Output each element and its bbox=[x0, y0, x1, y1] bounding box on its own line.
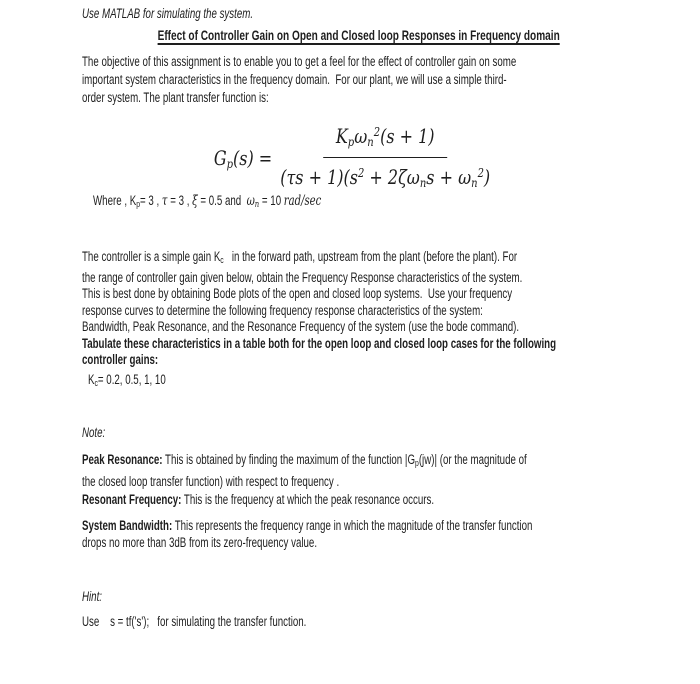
superscript: 2 bbox=[477, 165, 484, 180]
text-segment: (τs + 1)(s bbox=[280, 165, 358, 189]
text-line: drops no more than 3dB from its zero-frequency value. bbox=[82, 534, 318, 550]
intro-text: Use MATLAB for simulating the system. bbox=[82, 6, 254, 21]
text-segment: s + ω bbox=[426, 165, 472, 189]
text-line bbox=[82, 451, 527, 473]
math-symbol: ξ bbox=[192, 193, 198, 209]
text-line: This is best done by obtaining Bode plots of the open and closed loop systems. Use your frequency bbox=[82, 286, 513, 301]
formula-fraction bbox=[280, 120, 490, 196]
text-line: Bandwidth, Peak Resonance, and the Resonance Frequency of the system (use the bode command). bbox=[82, 319, 520, 334]
subscript: n bbox=[254, 199, 260, 210]
subscript: n bbox=[419, 175, 427, 190]
text-segment: G bbox=[213, 145, 227, 170]
definition-label: Peak Resonance: bbox=[82, 452, 163, 467]
hint-line bbox=[82, 588, 642, 606]
subscript: c bbox=[220, 255, 224, 266]
text-segment: K bbox=[335, 124, 348, 148]
text-segment: = 0.5 and bbox=[197, 193, 247, 208]
text-line-bold: Tabulate these characteristics in a table both for the open loop and closed loop cases for the following bbox=[82, 335, 557, 351]
math-symbol: ω bbox=[246, 193, 255, 209]
gains-line bbox=[88, 371, 648, 393]
formula-lhs bbox=[214, 146, 272, 171]
text-line bbox=[82, 249, 518, 270]
text-line: the range of controller gain given below, obtain the Frequency Response characteristics of the system. bbox=[82, 269, 523, 285]
note-label: Note: bbox=[82, 425, 106, 440]
text-line bbox=[82, 491, 485, 509]
subscript: p bbox=[415, 458, 419, 469]
text-segment: = 3 , bbox=[140, 193, 162, 208]
text-segment: ω bbox=[354, 124, 368, 148]
parameters-text bbox=[93, 192, 496, 214]
text-segment: = 0.2, 0.5, 1, 10 bbox=[97, 372, 166, 387]
system-bandwidth-definition bbox=[82, 518, 642, 551]
text-segment: = 3 , bbox=[167, 193, 193, 208]
definition-label: Resonant Frequency: bbox=[82, 492, 182, 507]
superscript: 2 bbox=[357, 165, 365, 180]
text-line: response curves to determine the following frequency response characteristics of the system: bbox=[82, 302, 483, 318]
peak-resonance-definition bbox=[82, 451, 642, 490]
transfer-function-formula bbox=[136, 120, 568, 196]
text-segment: (s) = bbox=[233, 145, 273, 170]
heading-text: Effect of Controller Gain on Open and Closed loop Responses in Frequency domain bbox=[157, 27, 560, 43]
usage-text: Use s = tf('s'); for simulating the transfer function. bbox=[82, 614, 307, 629]
text-segment: This is obtained by finding the maximum of the function |G bbox=[162, 452, 416, 467]
text-segment: K bbox=[88, 372, 95, 387]
text-line: The objective of this assignment is to enable you to get a feel for the effect of controller gain on some bbox=[82, 54, 517, 69]
text-line: order system. The plant transfer function is: bbox=[82, 90, 269, 105]
formula-denominator bbox=[280, 158, 490, 196]
text-segment: = 10 bbox=[259, 193, 284, 208]
text-segment: + 2ζω bbox=[364, 165, 420, 189]
text-segment: Where , K bbox=[93, 193, 137, 208]
controller-paragraph bbox=[82, 249, 642, 369]
parameters-line bbox=[93, 192, 653, 214]
hint-label: Hint: bbox=[82, 589, 102, 604]
resonant-frequency-definition bbox=[82, 491, 642, 509]
text-segment: in the forward path, upstream from the plant (before the plant). For bbox=[223, 249, 518, 264]
text-segment: ) bbox=[483, 165, 491, 189]
gains-text bbox=[88, 371, 491, 393]
subscript: p bbox=[347, 134, 355, 149]
usage-line bbox=[82, 613, 642, 631]
math-symbol: rad/sec bbox=[283, 193, 322, 209]
subscript: n bbox=[471, 175, 478, 190]
note-line bbox=[82, 424, 642, 442]
formula-numerator bbox=[323, 120, 447, 158]
text-line-bold: controller gains: bbox=[82, 352, 159, 367]
superscript: 2 bbox=[373, 124, 381, 139]
text-line: the closed loop transfer function) with respect to frequency . bbox=[82, 473, 340, 489]
intro-line bbox=[82, 5, 642, 23]
math-symbol: τ bbox=[161, 193, 168, 209]
subscript: p bbox=[136, 199, 141, 210]
text-segment: This is the frequency at which the peak resonance occurs. bbox=[181, 492, 435, 507]
subscript: c bbox=[94, 378, 98, 389]
definition-label: System Bandwidth: bbox=[82, 518, 173, 533]
subscript: n bbox=[367, 134, 374, 149]
heading bbox=[82, 26, 622, 45]
text-segment: This represents the frequency range in which the magnitude of the transfer function bbox=[172, 518, 533, 533]
text-segment: (s + 1) bbox=[380, 124, 435, 148]
subscript: p bbox=[226, 155, 234, 171]
text-line: important system characteristics in the frequency domain. For our plant, we will use a simple third- bbox=[82, 72, 507, 87]
text-segment: (jw)| (or the magnitude of bbox=[418, 452, 527, 467]
text-line bbox=[82, 518, 533, 535]
objective-paragraph bbox=[82, 53, 642, 107]
text-segment: The controller is a simple gain K bbox=[82, 249, 221, 264]
